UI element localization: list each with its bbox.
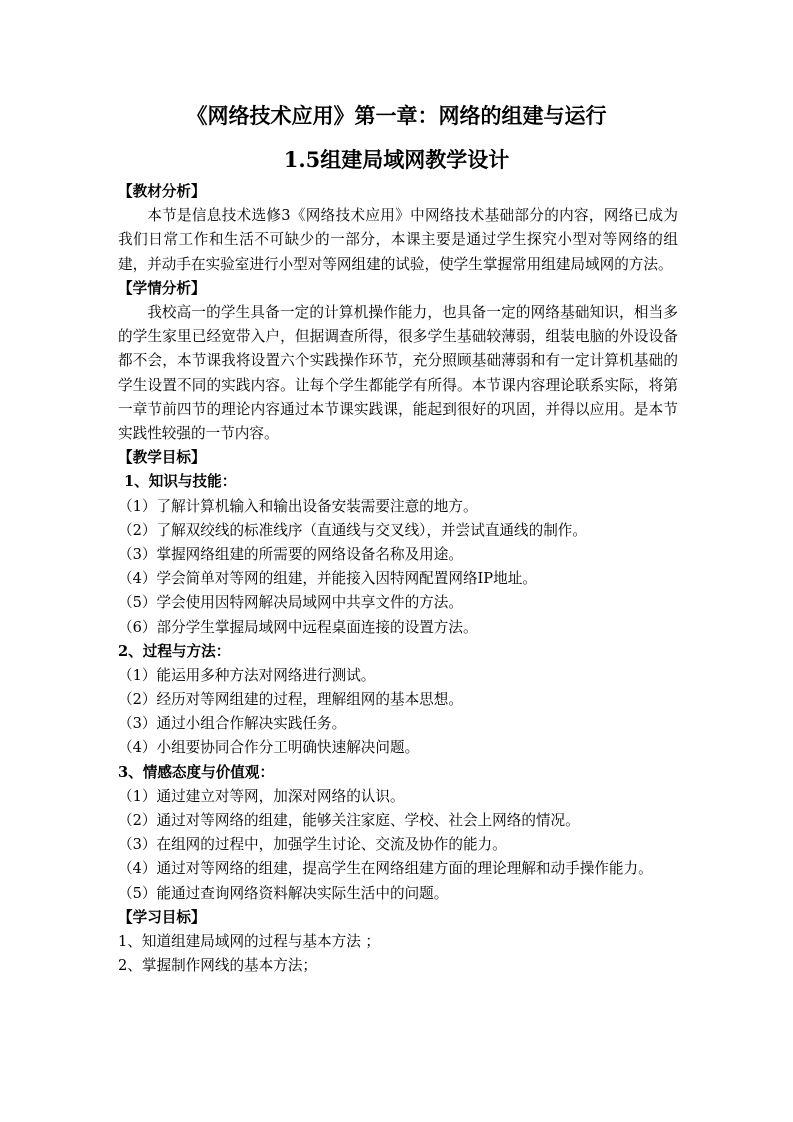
- list-item: （1）了解计算机输入和输出设备安装需要注意的地方。: [118, 497, 478, 515]
- paragraph-textbook-analysis: 本节是信息技术选修3《网络技术应用》中网络技术基础部分的内容，网络已成为我们日常工作和生活不可缺少的一部分，本课主要是通过学生探究小型对等网络的组建，并动手在实验室进行小型对等网组建的试验，使学生掌握常用组建局域网的方法。: [118, 207, 678, 273]
- list-item: （3）通过小组合作解决实践任务。: [118, 715, 347, 733]
- paragraph-learner-analysis: 我校高一的学生具备一定的计算机操作能力，也具备一定的网络基础知识，相当多的学生家里已经宽带入户，但据调查所得，很多学生基础较薄弱，组装电脑的外设设备都不会，本节课我将设置六个实践操作环节，充分照顾基础薄弱和有一定计算机基础的学生设置不同的实践内容。让每个学生都能学有所得。本节课内容理论联系实际，将第一章节前四节的理论内容通过本节课实践课，能起到很好的巩固，并得以应用。是本节实践性较强的一节内容。: [118, 303, 678, 442]
- list-item: （1）通过建立对等网，加深对网络的认识。: [118, 787, 405, 805]
- document-body: [118, 180, 678, 978]
- section-heading-textbook-analysis: 【教材分析】: [118, 183, 206, 200]
- list-item: （4）学会简单对等网的组建，并能接入因特网配置网络IP地址。: [118, 570, 537, 588]
- section-heading-learner-analysis: 【学情分析】: [118, 279, 206, 297]
- section-heading-teaching-objectives: 【教学目标】: [118, 449, 206, 467]
- list-item: （3）掌握网络组建的所需要的网络设备名称及用途。: [118, 545, 463, 563]
- section-heading-learning-objectives: 【学习目标】: [118, 908, 206, 926]
- list-item: （5）学会使用因特网解决局域网中共享文件的方法。: [118, 594, 463, 612]
- list-item: （3）在组网的过程中，加强学生讨论、交流及协作的能力。: [118, 836, 507, 854]
- list-item: （2）通过对等网络的组建，能够关注家庭、学校、社会上网络的情况。: [118, 812, 580, 830]
- list-item: 2、掌握制作网线的基本方法；: [118, 957, 318, 975]
- document-title: 《网络技术应用》第一章：网络的组建与运行: [186, 103, 607, 128]
- document-subtitle: 1.5组建局域网教学设计: [283, 147, 510, 172]
- list-item: （4）通过对等网络的组建，提高学生在网络组建方面的理论理解和动手操作能力。: [118, 860, 653, 878]
- subheading-emotion-values: 3、情感态度与价值观：: [118, 763, 275, 781]
- list-item: 1、知道组建局域网的过程与基本方法 ；: [118, 932, 381, 950]
- list-item: （4）小组要协同合作分工明确快速解决问题。: [118, 739, 420, 757]
- list-item: （2）了解双绞线的标准线序（直通线与交叉线），并尝试直通线的制作。: [118, 521, 587, 539]
- subheading-knowledge-skills: 1、知识与技能：: [124, 473, 237, 491]
- list-item: （5）能通过查询网络资料解决实际生活中的问题。: [118, 884, 449, 902]
- list-item: （1）能运用多种方法对网络进行测试。: [118, 666, 376, 684]
- list-item: （2）经历对等网组建的过程，理解组网的基本思想。: [118, 691, 463, 709]
- subheading-process-methods: 2、过程与方法：: [118, 642, 231, 660]
- list-item: （6）部分学生掌握局域网中远程桌面连接的设置方法。: [118, 618, 478, 636]
